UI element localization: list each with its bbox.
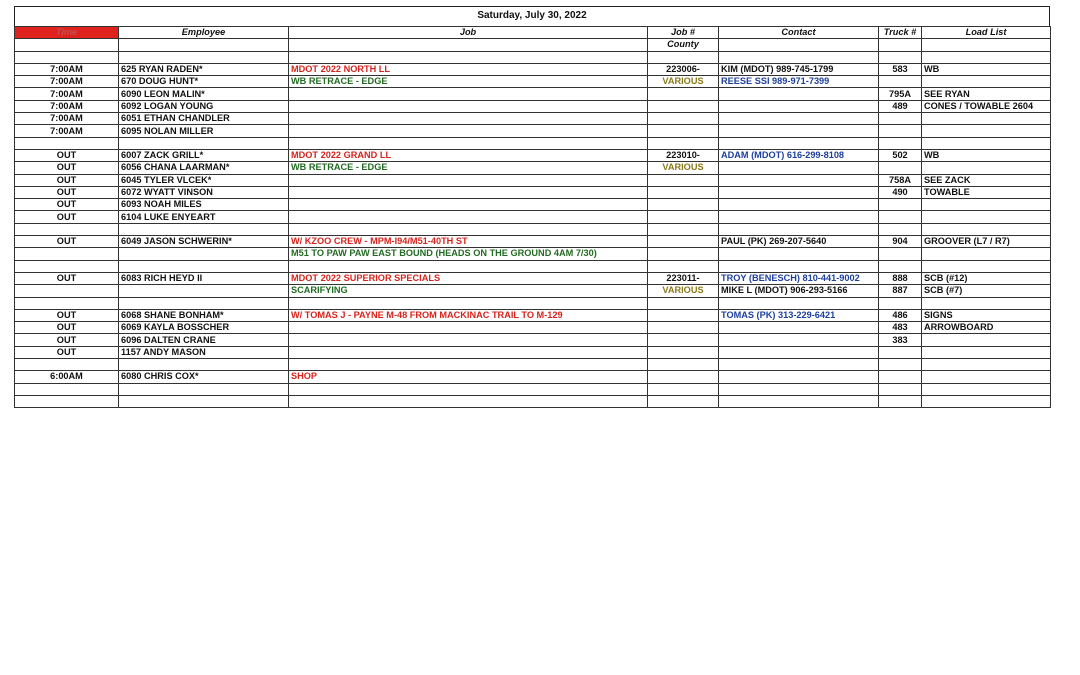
job-cell <box>289 260 648 272</box>
contact-cell <box>719 125 879 137</box>
header-job-number: Job # <box>648 27 719 39</box>
table-row <box>15 223 1051 235</box>
time-cell <box>15 137 119 149</box>
table-row <box>15 395 1051 407</box>
time-cell: OUT <box>15 211 119 223</box>
job-cell <box>289 199 648 211</box>
job-number-cell: VARIOUS <box>648 76 719 88</box>
job-cell: M51 TO PAW PAW EAST BOUND (HEADS ON THE GROUND 4AM 7/30) <box>289 248 648 260</box>
contact-cell <box>719 371 879 383</box>
header-contact: Contact <box>719 27 879 39</box>
job-number-cell <box>648 100 719 112</box>
job-cell <box>289 113 648 125</box>
truck-cell: 795A <box>879 88 922 100</box>
table-row <box>15 285 1051 297</box>
job-cell: WB RETRACE - EDGE <box>289 76 648 88</box>
table-row <box>15 272 1051 284</box>
truck-cell <box>879 162 922 174</box>
employee-cell: 6090 LEON MALIN* <box>119 88 289 100</box>
employee-cell <box>119 359 289 371</box>
job-number-cell <box>648 186 719 198</box>
table-row <box>15 248 1051 260</box>
job-number-cell: 223006- <box>648 63 719 75</box>
contact-cell <box>719 346 879 358</box>
employee-cell: 6072 WYATT VINSON <box>119 186 289 198</box>
load-list-cell: ARROWBOARD <box>922 322 1051 334</box>
truck-cell <box>879 113 922 125</box>
job-number-cell: 223011- <box>648 272 719 284</box>
truck-cell: 490 <box>879 186 922 198</box>
time-cell <box>15 248 119 260</box>
job-cell: MDOT 2022 NORTH LL <box>289 63 648 75</box>
job-cell <box>289 125 648 137</box>
load-list-cell <box>922 383 1051 395</box>
employee-cell: 6056 CHANA LAARMAN* <box>119 162 289 174</box>
job-cell <box>289 211 648 223</box>
table-row <box>15 297 1051 309</box>
table-row <box>15 88 1051 100</box>
time-cell: OUT <box>15 272 119 284</box>
contact-cell <box>719 297 879 309</box>
table-row <box>15 236 1051 248</box>
load-list-cell <box>922 359 1051 371</box>
employee-cell: 6069 KAYLA BOSSCHER <box>119 322 289 334</box>
load-list-cell <box>922 395 1051 407</box>
load-list-cell <box>922 51 1051 63</box>
sheet-date-title: Saturday, July 30, 2022 <box>14 6 1050 26</box>
job-cell <box>289 334 648 346</box>
job-cell: SHOP <box>289 371 648 383</box>
employee-cell: 670 DOUG HUNT* <box>119 76 289 88</box>
contact-cell <box>719 334 879 346</box>
time-cell <box>15 285 119 297</box>
header-blank <box>922 39 1051 51</box>
time-cell: 7:00AM <box>15 63 119 75</box>
job-number-cell: VARIOUS <box>648 285 719 297</box>
truck-cell: 483 <box>879 322 922 334</box>
job-cell <box>289 186 648 198</box>
table-row <box>15 63 1051 75</box>
contact-cell: ADAM (MDOT) 616-299-8108 <box>719 149 879 161</box>
job-cell: WB RETRACE - EDGE <box>289 162 648 174</box>
time-cell: 6:00AM <box>15 371 119 383</box>
job-cell: SCARIFYING <box>289 285 648 297</box>
job-number-cell: 223010- <box>648 149 719 161</box>
contact-cell <box>719 174 879 186</box>
truck-cell: 888 <box>879 272 922 284</box>
header-row-2 <box>15 39 1051 51</box>
table-row <box>15 76 1051 88</box>
load-list-cell: SEE RYAN <box>922 88 1051 100</box>
time-cell <box>15 223 119 235</box>
truck-cell: 486 <box>879 309 922 321</box>
contact-cell <box>719 395 879 407</box>
job-number-cell <box>648 260 719 272</box>
job-cell <box>289 100 648 112</box>
contact-cell <box>719 100 879 112</box>
contact-cell <box>719 248 879 260</box>
contact-cell <box>719 223 879 235</box>
load-list-cell: SIGNS <box>922 309 1051 321</box>
load-list-cell <box>922 137 1051 149</box>
job-number-cell <box>648 88 719 100</box>
load-list-cell <box>922 211 1051 223</box>
load-list-cell <box>922 248 1051 260</box>
employee-cell: 6080 CHRIS COX* <box>119 371 289 383</box>
header-row <box>15 27 1051 39</box>
load-list-cell: TOWABLE <box>922 186 1051 198</box>
contact-cell <box>719 199 879 211</box>
contact-cell <box>719 211 879 223</box>
employee-cell: 6092 LOGAN YOUNG <box>119 100 289 112</box>
time-cell: OUT <box>15 322 119 334</box>
job-number-cell <box>648 236 719 248</box>
truck-cell <box>879 260 922 272</box>
truck-cell <box>879 297 922 309</box>
table-row <box>15 137 1051 149</box>
load-list-cell <box>922 334 1051 346</box>
header-load-list: Load List <box>922 27 1051 39</box>
time-cell <box>15 383 119 395</box>
table-row <box>15 100 1051 112</box>
load-list-cell <box>922 371 1051 383</box>
contact-cell <box>719 186 879 198</box>
truck-cell <box>879 395 922 407</box>
time-cell: OUT <box>15 199 119 211</box>
time-cell <box>15 395 119 407</box>
table-row <box>15 260 1051 272</box>
truck-cell: 583 <box>879 63 922 75</box>
job-cell: W/ KZOO CREW - MPM-I94/M51-40TH ST <box>289 236 648 248</box>
time-cell: OUT <box>15 309 119 321</box>
load-list-cell <box>922 162 1051 174</box>
table-row <box>15 346 1051 358</box>
job-cell: MDOT 2022 GRAND LL <box>289 149 648 161</box>
header-truck: Truck # <box>879 27 922 39</box>
job-cell <box>289 297 648 309</box>
table-row <box>15 322 1051 334</box>
time-cell: 7:00AM <box>15 76 119 88</box>
contact-cell: TOMAS (PK) 313-229-6421 <box>719 309 879 321</box>
employee-cell: 6068 SHANE BONHAM* <box>119 309 289 321</box>
employee-cell: 6007 ZACK GRILL* <box>119 149 289 161</box>
load-list-cell <box>922 223 1051 235</box>
employee-cell <box>119 297 289 309</box>
job-number-cell <box>648 297 719 309</box>
table-row <box>15 51 1051 63</box>
truck-cell: 887 <box>879 285 922 297</box>
truck-cell <box>879 346 922 358</box>
job-number-cell <box>648 248 719 260</box>
job-number-cell <box>648 322 719 334</box>
employee-cell: 6093 NOAH MILES <box>119 199 289 211</box>
job-cell <box>289 223 648 235</box>
table-row <box>15 383 1051 395</box>
time-cell <box>15 51 119 63</box>
load-list-cell: SCB (#12) <box>922 272 1051 284</box>
job-cell <box>289 88 648 100</box>
job-number-cell <box>648 125 719 137</box>
job-number-cell <box>648 137 719 149</box>
schedule-sheet <box>14 6 1050 408</box>
employee-cell: 1157 ANDY MASON <box>119 346 289 358</box>
time-cell: 7:00AM <box>15 88 119 100</box>
job-number-cell <box>648 309 719 321</box>
load-list-cell <box>922 346 1051 358</box>
table-row <box>15 125 1051 137</box>
header-blank <box>119 39 289 51</box>
employee-cell <box>119 285 289 297</box>
header-blank <box>719 39 879 51</box>
job-number-cell <box>648 395 719 407</box>
job-number-cell <box>648 113 719 125</box>
job-number-cell <box>648 223 719 235</box>
contact-cell <box>719 359 879 371</box>
job-cell <box>289 383 648 395</box>
employee-cell <box>119 395 289 407</box>
truck-cell <box>879 211 922 223</box>
truck-cell <box>879 359 922 371</box>
job-number-cell <box>648 199 719 211</box>
contact-cell: MIKE L (MDOT) 906-293-5166 <box>719 285 879 297</box>
job-cell: W/ TOMAS J - PAYNE M-48 FROM MACKINAC TRAIL TO M-129 <box>289 309 648 321</box>
time-cell: OUT <box>15 162 119 174</box>
table-row <box>15 199 1051 211</box>
employee-cell <box>119 223 289 235</box>
contact-cell <box>719 322 879 334</box>
time-cell: 7:00AM <box>15 100 119 112</box>
truck-cell: 904 <box>879 236 922 248</box>
job-cell <box>289 137 648 149</box>
employee-cell: 6045 TYLER VLCEK* <box>119 174 289 186</box>
job-number-cell: VARIOUS <box>648 162 719 174</box>
header-blank <box>289 39 648 51</box>
header-blank <box>15 39 119 51</box>
contact-cell <box>719 383 879 395</box>
load-list-cell <box>922 297 1051 309</box>
contact-cell <box>719 162 879 174</box>
truck-cell: 758A <box>879 174 922 186</box>
truck-cell <box>879 199 922 211</box>
truck-cell <box>879 125 922 137</box>
table-row <box>15 211 1051 223</box>
employee-cell <box>119 248 289 260</box>
contact-cell <box>719 113 879 125</box>
load-list-cell <box>922 76 1051 88</box>
time-cell: OUT <box>15 186 119 198</box>
contact-cell: PAUL (PK) 269-207-5640 <box>719 236 879 248</box>
table-row <box>15 113 1051 125</box>
load-list-cell: WB <box>922 63 1051 75</box>
job-number-cell <box>648 51 719 63</box>
time-cell: OUT <box>15 174 119 186</box>
employee-cell <box>119 51 289 63</box>
load-list-cell: GROOVER (L7 / R7) <box>922 236 1051 248</box>
job-cell <box>289 322 648 334</box>
time-cell: 7:00AM <box>15 113 119 125</box>
time-cell <box>15 297 119 309</box>
load-list-cell <box>922 125 1051 137</box>
schedule-rows <box>15 51 1051 408</box>
contact-cell <box>719 260 879 272</box>
table-row <box>15 309 1051 321</box>
truck-cell: 383 <box>879 334 922 346</box>
header-blank <box>879 39 922 51</box>
contact-cell: TROY (BENESCH) 810-441-9002 <box>719 272 879 284</box>
load-list-cell <box>922 260 1051 272</box>
load-list-cell <box>922 199 1051 211</box>
employee-cell: 6051 ETHAN CHANDLER <box>119 113 289 125</box>
time-cell <box>15 359 119 371</box>
time-cell: OUT <box>15 346 119 358</box>
truck-cell <box>879 223 922 235</box>
truck-cell <box>879 371 922 383</box>
truck-cell <box>879 76 922 88</box>
header-county: County <box>648 39 719 51</box>
employee-cell <box>119 260 289 272</box>
table-row <box>15 186 1051 198</box>
employee-cell: 625 RYAN RADEN* <box>119 63 289 75</box>
table-row <box>15 174 1051 186</box>
job-number-cell <box>648 359 719 371</box>
time-cell: OUT <box>15 236 119 248</box>
employee-cell <box>119 383 289 395</box>
table-row <box>15 334 1051 346</box>
job-number-cell <box>648 334 719 346</box>
contact-cell: REESE SSI 989-971-7399 <box>719 76 879 88</box>
contact-cell <box>719 137 879 149</box>
job-cell <box>289 395 648 407</box>
load-list-cell: WB <box>922 149 1051 161</box>
truck-cell <box>879 137 922 149</box>
contact-cell: KIM (MDOT) 989-745-1799 <box>719 63 879 75</box>
job-cell: MDOT 2022 SUPERIOR SPECIALS <box>289 272 648 284</box>
load-list-cell <box>922 113 1051 125</box>
job-number-cell <box>648 371 719 383</box>
employee-cell <box>119 137 289 149</box>
truck-cell <box>879 248 922 260</box>
job-cell <box>289 346 648 358</box>
header-time: Time <box>15 27 119 39</box>
employee-cell: 6104 LUKE ENYEART <box>119 211 289 223</box>
table-row <box>15 359 1051 371</box>
job-number-cell <box>648 174 719 186</box>
load-list-cell: SCB (#7) <box>922 285 1051 297</box>
header-employee: Employee <box>119 27 289 39</box>
employee-cell: 6096 DALTEN CRANE <box>119 334 289 346</box>
truck-cell: 489 <box>879 100 922 112</box>
time-cell: 7:00AM <box>15 125 119 137</box>
table-row <box>15 162 1051 174</box>
table-row <box>15 371 1051 383</box>
job-cell <box>289 51 648 63</box>
load-list-cell: CONES / TOWABLE 2604 <box>922 100 1051 112</box>
time-cell: OUT <box>15 334 119 346</box>
header-job: Job <box>289 27 648 39</box>
job-cell <box>289 359 648 371</box>
truck-cell <box>879 51 922 63</box>
time-cell: OUT <box>15 149 119 161</box>
employee-cell: 6049 JASON SCHWERIN* <box>119 236 289 248</box>
job-cell <box>289 174 648 186</box>
employee-cell: 6083 RICH HEYD II <box>119 272 289 284</box>
employee-cell: 6095 NOLAN MILLER <box>119 125 289 137</box>
schedule-table <box>14 26 1051 408</box>
job-number-cell <box>648 383 719 395</box>
load-list-cell: SEE ZACK <box>922 174 1051 186</box>
contact-cell <box>719 88 879 100</box>
contact-cell <box>719 51 879 63</box>
table-row <box>15 149 1051 161</box>
job-number-cell <box>648 211 719 223</box>
truck-cell: 502 <box>879 149 922 161</box>
time-cell <box>15 260 119 272</box>
job-number-cell <box>648 346 719 358</box>
truck-cell <box>879 383 922 395</box>
